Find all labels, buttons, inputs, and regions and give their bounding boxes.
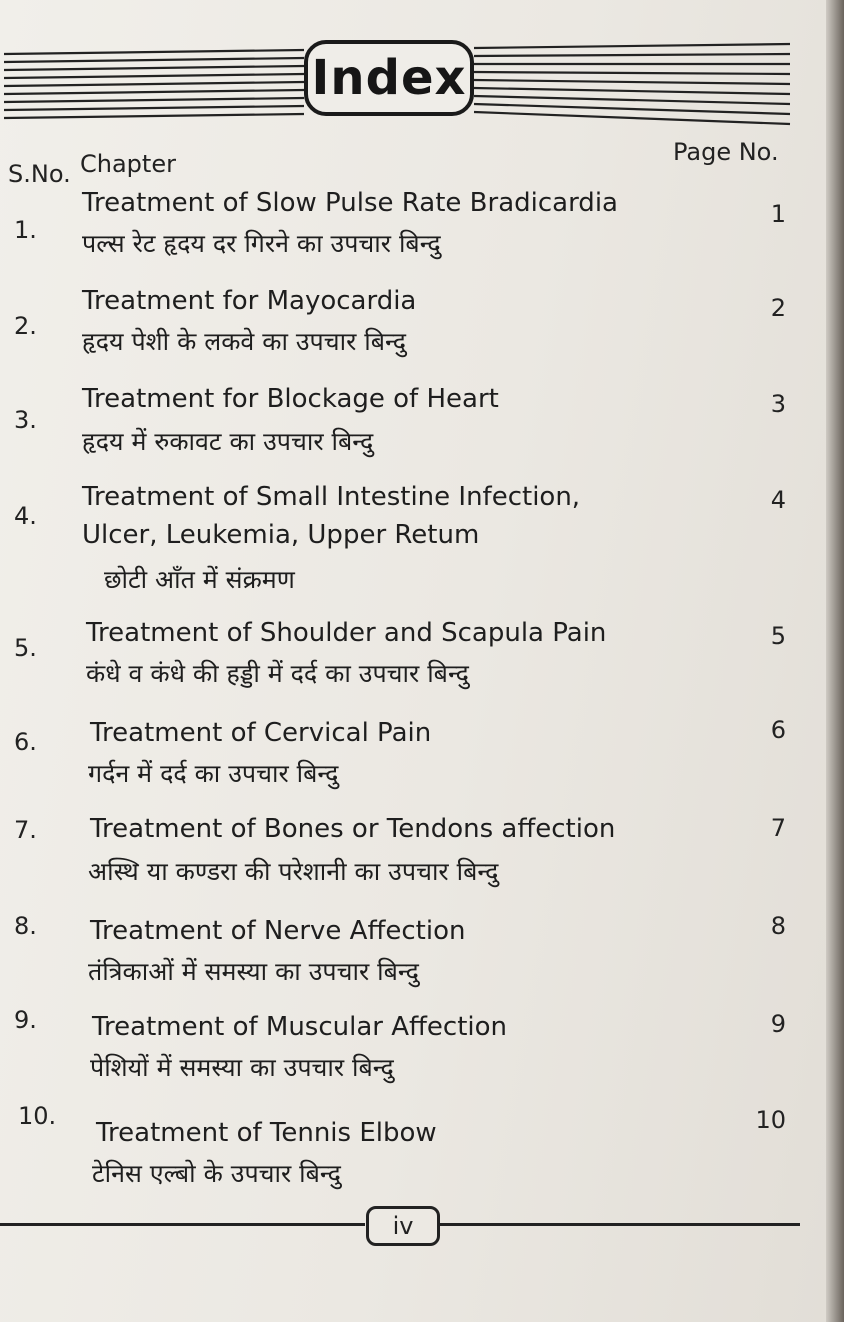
entry-title-en: Treatment of Tennis Elbow: [96, 1118, 437, 1148]
entry-title-hi: छोटी आँत में संक्रमण: [104, 565, 295, 594]
entry-title-en: Treatment for Mayocardia: [82, 286, 417, 316]
entry-number: 1.: [14, 216, 37, 244]
col-sno: S.No.: [8, 160, 71, 188]
entry-title-hi: पल्स रेट हृदय दर गिरने का उपचार बिन्दु: [82, 229, 441, 258]
page-title: Index: [311, 50, 467, 106]
page-number: iv: [366, 1206, 440, 1246]
entry-title-hi: अस्थि या कण्डरा की परेशानी का उपचार बिन्दु: [88, 857, 499, 886]
entry-number: 4.: [14, 502, 37, 530]
entry-title-en: Treatment of Shoulder and Scapula Pain: [86, 618, 607, 648]
entry-number: 8.: [14, 912, 37, 940]
book-edge: [826, 0, 844, 1322]
entry-number: 6.: [14, 728, 37, 756]
entry-number: 5.: [14, 634, 37, 662]
entry-title-en: Treatment of Bones or Tendons affection: [90, 814, 616, 844]
entry-title-en: Treatment of Nerve Affection: [90, 916, 466, 946]
entry-title-en: Ulcer, Leukemia, Upper Retum: [82, 520, 480, 550]
entry-page: 6: [770, 716, 786, 744]
entry-number: 3.: [14, 406, 37, 434]
entry-page: 10: [755, 1106, 786, 1134]
entry-title-hi: गर्दन में दर्द का उपचार बिन्दु: [88, 759, 339, 788]
col-page: Page No.: [673, 138, 779, 166]
entry-number: 10.: [18, 1102, 57, 1130]
entry-page: 4: [770, 486, 786, 514]
entry-page: 1: [770, 200, 786, 228]
entry-title-en: Treatment of Muscular Affection: [92, 1012, 508, 1042]
title-box: [304, 40, 474, 116]
entry-page: 5: [770, 622, 786, 650]
entry-title-hi: तंत्रिकाओं में समस्या का उपचार बिन्दु: [88, 957, 419, 986]
entry-title-hi: टेनिस एल्बो के उपचार बिन्दु: [92, 1159, 341, 1188]
page-footer: [0, 1200, 826, 1260]
entry-title-hi: हृदय में रुकावट का उपचार बिन्दु: [82, 427, 374, 456]
entry-title-en: Treatment of Slow Pulse Rate Bradicardia: [82, 188, 618, 218]
footer-rule-right: [440, 1223, 800, 1226]
entry-title-hi: पेशियों में समस्या का उपचार बिन्दु: [90, 1053, 394, 1082]
entry-title-en: Treatment of Small Intestine Infection,: [82, 482, 581, 512]
footer-rule-left: [0, 1223, 365, 1226]
index-header: [0, 18, 826, 138]
entry-number: 7.: [14, 816, 37, 844]
col-chapter: Chapter: [80, 150, 176, 178]
entry-title-hi: हृदय पेशी के लकवे का उपचार बिन्दु: [82, 327, 407, 356]
entry-number: 2.: [14, 312, 37, 340]
entry-number: 9.: [14, 1006, 37, 1034]
entry-title-en: Treatment of Cervical Pain: [90, 718, 432, 748]
entry-page: 2: [770, 294, 786, 322]
entry-page: 8: [770, 912, 786, 940]
entry-page: 9: [770, 1010, 786, 1038]
entry-title-hi: कंधे व कंधे की हड्डी में दर्द का उपचार बिन्दु: [86, 659, 469, 688]
entry-page: 3: [770, 390, 786, 418]
entry-page: 7: [770, 814, 786, 842]
entry-title-en: Treatment for Blockage of Heart: [82, 384, 499, 414]
